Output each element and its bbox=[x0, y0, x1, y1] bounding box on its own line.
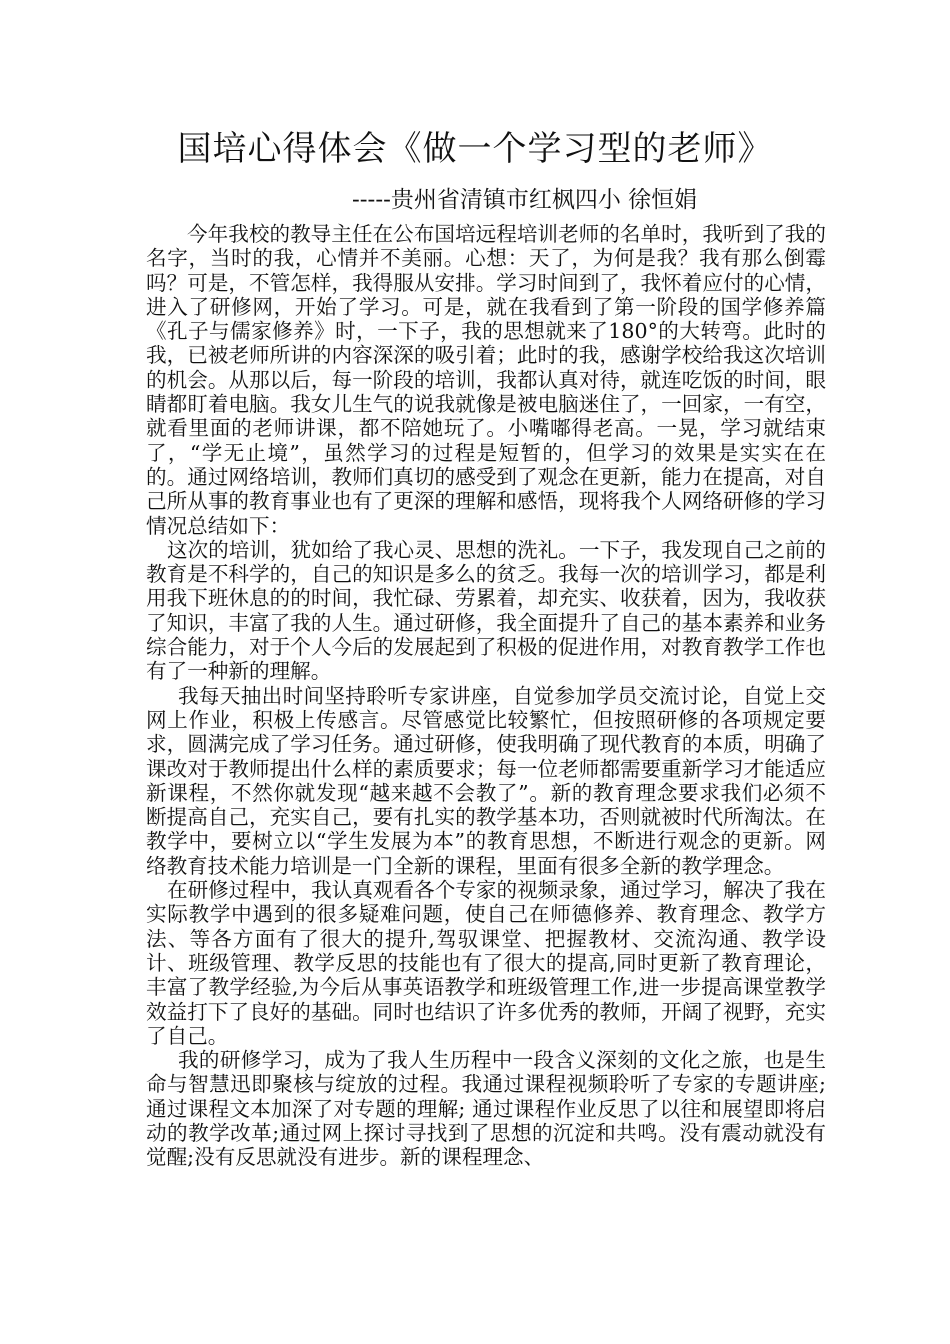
paragraph-4: 在研修过程中，我认真观看各个专家的视频录象，通过学习，解决了我在实际教学中遇到的很多疑难问题，使自己在师德修养、教育理念、教学方法、等各方面有了很大的提升,驾驭课堂、把握教材、交流沟通、教学设计、班级管理、教学反思的技能也有了很大的提高,同时更新了教育理论，丰富了教学经验,为今后从事英语教学和班级管理工作,进一步提高课堂教学效益打下了良好的基础。同时也结识了许多优秀的教师，开阔了视野，充实了自己。 bbox=[146, 878, 826, 1048]
paragraph-2: 这次的培训，犹如给了我心灵、思想的洗礼。一下子，我发现自己之前的教育是不科学的，自己的知识是多么的贫乏。我每一次的培训学习，都是利用我下班休息的的时间，我忙碌、劳累着，却充实、收获着，因为，我收获了知识，丰富了我的人生。通过研修，我全面提升了自己的基本素养和业务综合能力，对于个人今后的发展起到了积极的促进作用，对教育教学工作也有了一种新的理解。 bbox=[146, 537, 826, 684]
document-title: 国培心得体会《做一个学习型的老师》 bbox=[177, 129, 773, 169]
document-body bbox=[146, 222, 826, 1170]
paragraph-5: 我的研修学习，成为了我人生历程中一段含义深刻的文化之旅，也是生命与智慧迅即聚核与绽放的过程。我通过课程视频聆听了专家的专题讲座;通过课程文本加深了对专题的理解; 通过课程作业反思了以往和展望即将启动的教学改革;通过网上探讨寻找到了思想的沉淀和共鸣。没有震动就没有觉醒;没有反思就没有进步。新的课程理念、 bbox=[146, 1048, 826, 1170]
paragraph-1: 今年我校的教导主任在公布国培远程培训老师的名单时，我听到了我的名字，当时的我，心情并不美丽。心想：天了，为何是我？我有那么倒霉吗？可是，不管怎样，我得服从安排。学习时间到了，我怀着应付的心情，进入了研修网，开始了学习。可是，就在我看到了第一阶段的国学修养篇《孔子与儒家修养》时，一下子，我的思想就来了180°的大转弯。此时的我，已被老师所讲的内容深深的吸引着；此时的我，感谢学校给我这次培训的机会。从那以后，每一阶段的培训，我都认真对待，就连吃饭的时间，眼睛都盯着电脑。我女儿生气的说我就像是被电脑迷住了，一回家，一有空，就看里面的老师讲课，都不陪她玩了。小嘴嘟得老高。一晃，学习就结束了，“学无止境”，虽然学习的过程是短暂的，但学习的效果是实实在在的。通过网络培训，教师们真切的感受到了观念在更新，能力在提高，对自己所从事的教育事业也有了更深的理解和感悟，现将我个人网络研修的学习情况总结如下： bbox=[146, 222, 826, 538]
document-byline: -----贵州省清镇市红枫四小 徐恒娟 bbox=[352, 187, 698, 213]
paragraph-3: 我每天抽出时间坚持聆听专家讲座，自觉参加学员交流讨论，自觉上交网上作业，积极上传感言。尽管感觉比较繁忙，但按照研修的各项规定要求，圆满完成了学习任务。通过研修，使我明确了现代教育的本质，明确了课改对于教师提出什么样的素质要求；每一位老师都需要重新学习才能适应新课程，不然你就发现“越来越不会教了”。新的教育理念要求我们必须不断提高自己，充实自己，要有扎实的教学基本功，否则就被时代所淘汰。在教学中，要树立以“学生发展为本”的教育思想，不断进行观念的更新。网络教育技术能力培训是一门全新的课程，里面有很多全新的教学理念。 bbox=[146, 683, 826, 878]
